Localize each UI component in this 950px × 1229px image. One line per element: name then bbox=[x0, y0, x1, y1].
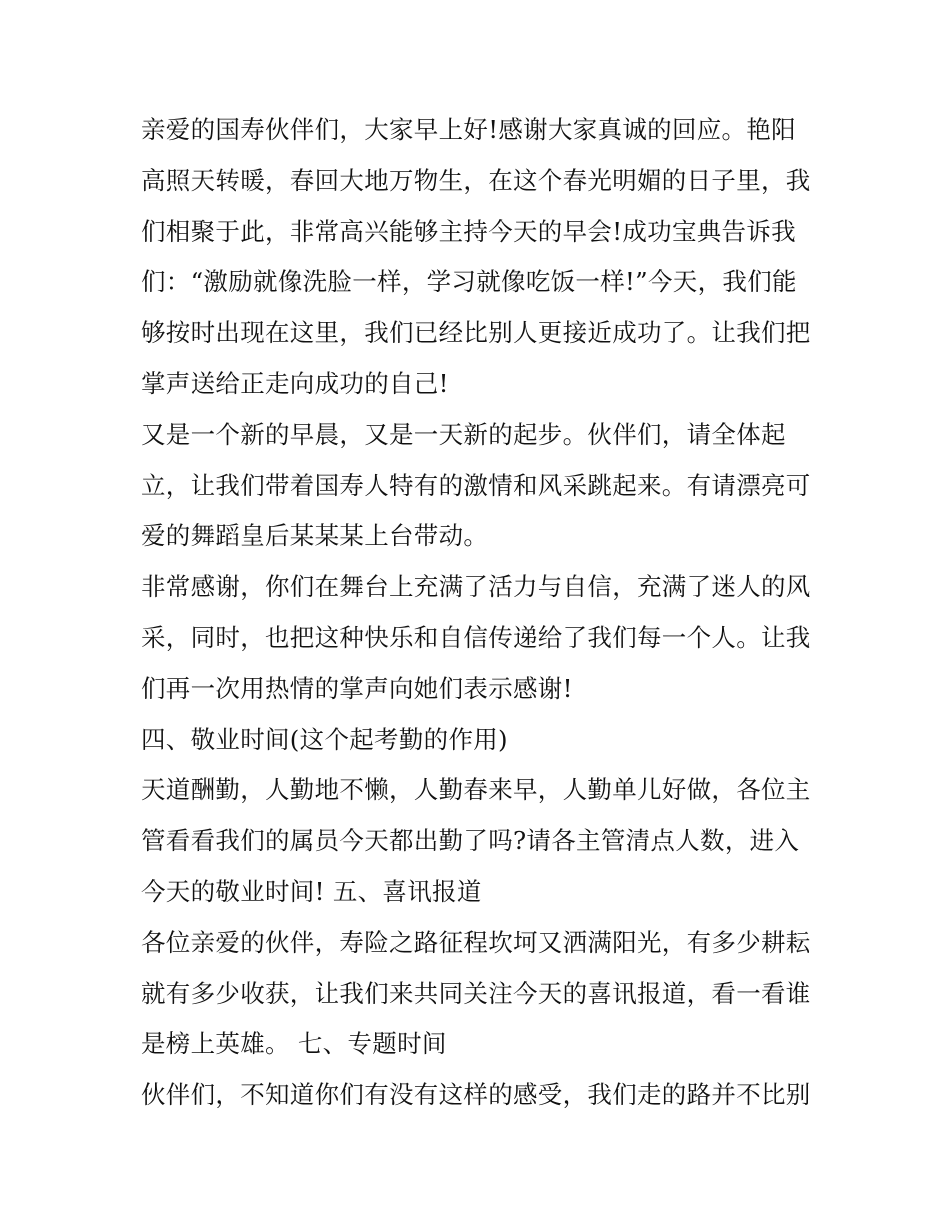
text-line: 管看看我们的属员今天都出勤了吗?请各主管清点人数，进入 bbox=[141, 826, 800, 856]
document-body bbox=[141, 105, 821, 1121]
text-line: 们：“激励就像洗脸一样，学习就像吃饭一样!”今天，我们能 bbox=[141, 267, 797, 297]
text-line: 是榜上英雄。 七、专题时间 bbox=[141, 1029, 447, 1059]
text-line: 伙伴们，不知道你们有没有这样的感受，我们走的路并不比别 bbox=[141, 1080, 811, 1110]
text-line: 亲爱的国寿伙伴们，大家早上好!感谢大家真诚的回应。艳阳 bbox=[141, 115, 796, 144]
text-line: 采，同时，也把这种快乐和自信传递给了我们每一个人。让我 bbox=[141, 622, 811, 652]
text-line: 高照天转暖，春回大地万物生，在这个春光明媚的日子里，我 bbox=[141, 165, 811, 195]
text-line: 们相聚于此，非常高兴能够主持今天的早会!成功宝典告诉我 bbox=[141, 216, 796, 246]
text-line: 今天的敬业时间! 五、喜讯报道 bbox=[141, 876, 482, 906]
text-line: 够按时出现在这里，我们已经比别人更接近成功了。让我们把 bbox=[141, 318, 811, 348]
text-line: 掌声送给正走向成功的自己! bbox=[141, 368, 449, 398]
text-line: 非常感谢，你们在舞台上充满了活力与自信，充满了迷人的风 bbox=[141, 572, 811, 602]
text-line: 天道酬勤，人勤地不懒，人勤春来早，人勤单儿好做，各位主 bbox=[141, 775, 811, 805]
text-line: 爱的舞蹈皇后某某某上台带动。 bbox=[141, 521, 489, 551]
text-line: 就有多少收获，让我们来共同关注今天的喜讯报道，看一看谁 bbox=[141, 978, 811, 1008]
text-line: 们再一次用热情的掌声向她们表示感谢! bbox=[141, 673, 573, 703]
text-line: 又是一个新的早晨，又是一天新的起步。伙伴们，请全体起 bbox=[141, 419, 786, 449]
text-line: 各位亲爱的伙伴，寿险之路征程坎坷又洒满阳光，有多少耕耘 bbox=[141, 927, 811, 957]
section-heading: 四、敬业时间(这个起考勤的作用) bbox=[141, 724, 508, 754]
text-line: 立，让我们带着国寿人特有的激情和风采跳起来。有请漂亮可 bbox=[141, 470, 811, 500]
